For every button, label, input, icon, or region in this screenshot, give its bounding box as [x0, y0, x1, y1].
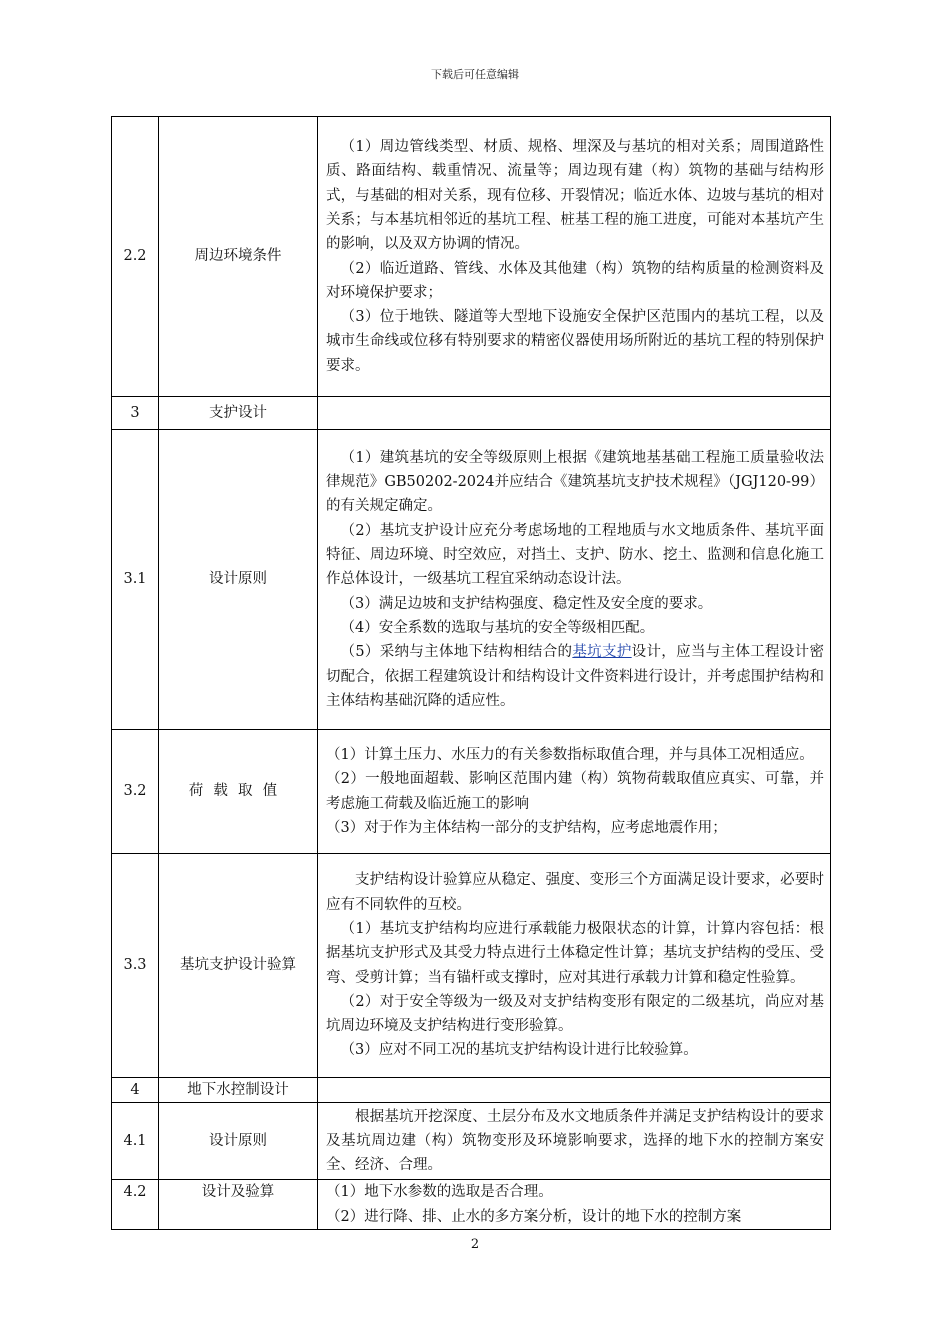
row-number: 3.3	[112, 854, 159, 1078]
review-table	[111, 116, 831, 1230]
table-row	[112, 1180, 831, 1230]
table-row	[112, 397, 831, 430]
row-item-name: 周边环境条件	[159, 117, 318, 397]
row-number: 4.2	[112, 1180, 159, 1230]
table-row	[112, 854, 831, 1078]
paragraph-text: 设计，应当与主体工程设计密切配合，依据工程建筑设计和结构设计文件资料进行设计，并考虑围护结构和主体结构基础沉降的适应性。	[326, 644, 825, 709]
content-paragraph: （3）满足边坡和支护结构强度、稳定性及安全度的要求。	[340, 595, 713, 612]
row-content	[318, 1180, 831, 1230]
row-item-name: 基坑支护设计验算	[159, 854, 318, 1078]
content-paragraph: （1）计算土压力、水压力的有关参数指标取值合理，并与具体工况相适应。	[326, 746, 814, 763]
content-paragraph: （2）进行降、排、止水的多方案分析，设计的地下水的控制方案	[326, 1208, 742, 1225]
table-row	[112, 117, 831, 397]
row-content	[318, 1078, 831, 1103]
content-paragraph: 支护结构设计验算应从稳定、强度、变形三个方面满足设计要求，必要时应有不同软件的互校。	[326, 872, 824, 913]
row-item-name: 设计原则	[159, 430, 318, 730]
row-number: 4	[112, 1078, 159, 1103]
page-header: 下载后可任意编辑	[431, 68, 519, 81]
content-paragraph: （2）临近道路、管线、水体及其他建（构）筑物的结构质量的检测资料及对环境保护要求；	[326, 260, 824, 301]
row-content	[318, 1103, 831, 1180]
paragraph-text: （5）采纳与主体地下结构相结合的	[340, 644, 573, 661]
row-item-name: 设计及验算	[159, 1180, 318, 1230]
content-paragraph: （2）对于安全等级为一级及对支护结构变形有限定的二级基坑，尚应对基坑周边环境及支护结构进行变形验算。	[326, 993, 824, 1035]
content-paragraph: （2）基坑支护设计应充分考虑场地的工程地质与水文地质条件、基坑平面特征、周边环境、时空效应，对挡土、支护、防水、挖土、监测和信息化施工作总体设计，一级基坑工程宜采纳动态设计法。	[326, 522, 824, 588]
table-row	[112, 1078, 831, 1103]
row-item-name: 设计原则	[159, 1103, 318, 1180]
row-content	[318, 730, 831, 854]
row-item-name: 地下水控制设计	[159, 1078, 318, 1103]
content-paragraph: （1）基坑支护结构均应进行承载能力极限状态的计算，计算内容包括：根据基坑支护形式及其受力特点进行土体稳定性计算；基坑支护结构的受压、受弯、受剪计算；当有锚杆或支撑时，应对其进行承载力计算和稳定性验算。	[326, 920, 824, 986]
row-number: 3.1	[112, 430, 159, 730]
row-item-name	[159, 730, 318, 854]
table-row	[112, 1103, 831, 1180]
content-paragraph: （3）应对不同工况的基坑支护结构设计进行比较验算。	[340, 1042, 698, 1059]
row-number: 3	[112, 397, 159, 430]
content-paragraph: （3）对于作为主体结构一部分的支护结构，应考虑地震作用；	[326, 819, 727, 836]
content-paragraph	[326, 640, 824, 713]
foundation-support-link[interactable]: 基坑支护	[572, 644, 632, 661]
content-paragraph: 根据基坑开挖深度、土层分布及水文地质条件并满足支护结构设计的要求及基坑周边建（构）筑物变形及环境影响要求，选择的地下水的控制方案安全、经济、合理。	[326, 1108, 824, 1174]
table-row	[112, 430, 831, 730]
page-number: 2	[470, 1237, 480, 1252]
content-paragraph: （1）建筑基坑的安全等级原则上根据《建筑地基基础工程施工质量验收法律规范》GB50202-2024并应结合《建筑基坑支护技术规程》（JGJ120-99）的有关规定确定。	[326, 449, 824, 515]
row-content	[318, 117, 831, 397]
row-number: 4.1	[112, 1103, 159, 1180]
row-number: 3.2	[112, 730, 159, 854]
content-paragraph: （3）位于地铁、隧道等大型地下设施安全保护区范围内的基坑工程，以及城市生命线或位移有特别要求的精密仪器使用场所附近的基坑工程的特别保护要求。	[326, 309, 824, 374]
row-item-name-text: 荷载取值	[188, 783, 288, 800]
content-paragraph: （2）一般地面超载、影响区范围内建（构）筑物荷载取值应真实、可靠，并考虑施工荷载及临近施工的影响	[326, 771, 824, 812]
row-item-name: 支护设计	[159, 397, 318, 430]
content-paragraph: （1）地下水参数的选取是否合理。	[326, 1184, 553, 1201]
row-content	[318, 397, 831, 430]
row-content	[318, 854, 831, 1078]
row-number: 2.2	[112, 117, 159, 397]
table-row	[112, 730, 831, 854]
row-content	[318, 430, 831, 730]
content-paragraph: （4）安全系数的选取与基坑的安全等级相匹配。	[340, 619, 655, 636]
content-paragraph: （1）周边管线类型、材质、规格、埋深及与基坑的相对关系；周围道路性质、路面结构、载重情况、流量等；周边现有建（构）筑物的基础与结构形式，与基础的相对关系，现有位移、开裂情况；临近水体、边坡与基坑的相对关系；与本基坑相邻近的基坑工程、桩基工程的施工进度，可能对本基坑产生的影响，以及双方协调的情况。	[326, 139, 824, 253]
